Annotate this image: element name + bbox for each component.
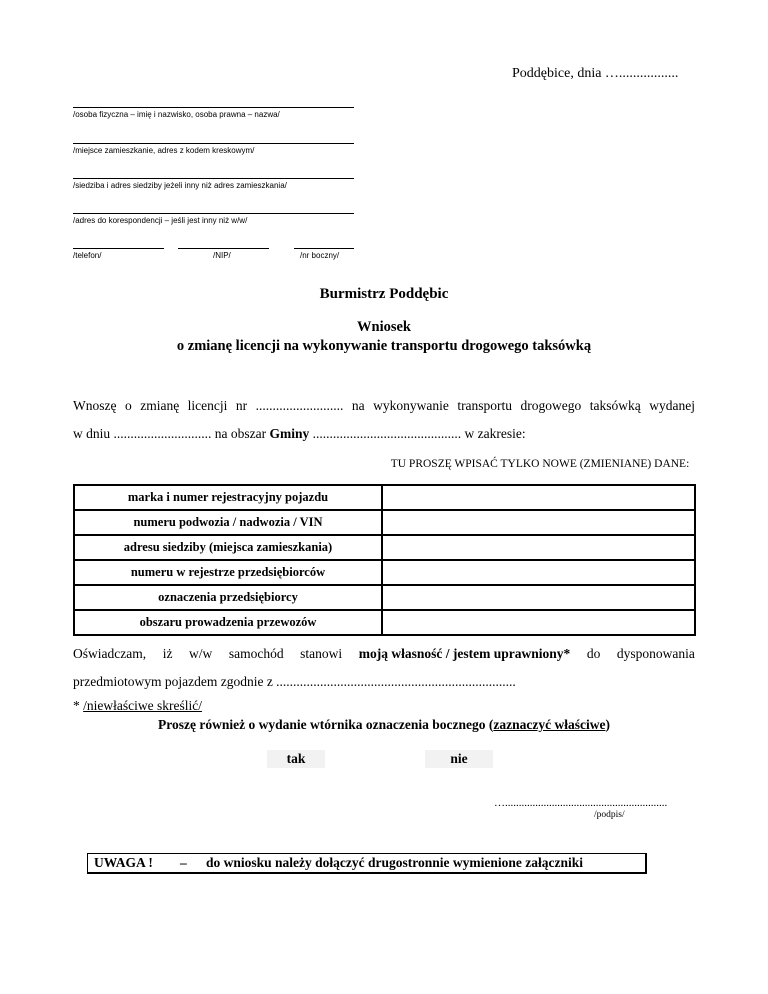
correspondence-field-label: /adres do korespondencji – jeśli jest inny niż w/w/ <box>73 216 248 225</box>
closing-paren: ) <box>605 717 610 732</box>
side-number-field-line[interactable] <box>294 248 354 249</box>
changes-row-label: numeru podwozia / nadwozia / VIN <box>74 510 382 535</box>
statement-footnote <box>73 696 695 716</box>
phone-field-line[interactable] <box>73 248 164 249</box>
document-title-line1: Wniosek <box>357 319 411 335</box>
residence-field-label: /miejsce zamieszkanie, adres z kodem kreskowym/ <box>73 146 255 155</box>
changes-row-label: marka i numer rejestracyjny pojazdu <box>74 485 382 510</box>
notice-dash: – <box>180 855 187 870</box>
changes-row-value[interactable] <box>382 585 695 610</box>
gmina-word: Gminy <box>269 426 310 441</box>
changes-row-value[interactable] <box>382 610 695 635</box>
changes-row-label: oznaczenia przedsiębiorcy <box>74 585 382 610</box>
changes-row <box>74 535 695 560</box>
changes-row <box>74 560 695 585</box>
changes-table <box>73 484 696 636</box>
word: iż <box>162 646 173 661</box>
changes-row-label: obszaru prowadzenia przewozów <box>74 610 382 635</box>
changes-row-value[interactable] <box>382 535 695 560</box>
word: stanowi <box>300 646 343 661</box>
duplicate-request <box>0 717 768 733</box>
duplicate-request-text: Proszę również o wydanie wtórnika oznaczenia bocznego ( <box>158 717 494 732</box>
signature-label: /podpis/ <box>594 810 625 820</box>
attachments-notice <box>87 853 647 874</box>
request-paragraph <box>73 392 695 448</box>
ownership-options[interactable]: moją własność / jestem uprawniony* <box>358 646 571 661</box>
signature-line[interactable]: …........................................................... <box>494 797 668 809</box>
notice-label: UWAGA ! <box>94 855 153 870</box>
statement-line-1 <box>73 640 695 668</box>
changes-row <box>74 585 695 610</box>
request-line-1 <box>73 392 695 420</box>
changes-row <box>74 510 695 535</box>
changes-row-value[interactable] <box>382 485 695 510</box>
word: wydanej <box>649 398 695 413</box>
word: transportu <box>457 398 513 413</box>
option-no[interactable]: nie <box>425 750 493 768</box>
request-line-2 <box>73 420 695 448</box>
choose-hint: zaznaczyć właściwe <box>493 717 606 732</box>
name-field-label: /osoba fizyczna – imię i nazwisko, osoba prawna – nazwa/ <box>73 110 280 119</box>
word: Oświadczam, <box>73 646 147 661</box>
area-blank[interactable]: ............................................ w zakresie: <box>309 426 526 441</box>
residence-field-line[interactable] <box>73 143 354 144</box>
word: drogowego <box>520 398 582 413</box>
changes-row-label: adresu siedziby (miejsca zamieszkania) <box>74 535 382 560</box>
word: zmianę <box>140 398 180 413</box>
correspondence-field-line[interactable] <box>73 213 354 214</box>
word: taksówką <box>589 398 641 413</box>
new-data-instruction: TU PROSZĘ WPISAĆ TYLKO NOWE (ZMIENIANE) DANE: <box>390 458 690 470</box>
statement-line-2[interactable]: przedmiotowym pojazdem zgodnie z ....................................................................... <box>73 674 516 689</box>
footnote-star: * <box>73 698 84 713</box>
license-number-blank[interactable]: .......................... <box>255 398 344 413</box>
word: nr <box>235 398 248 413</box>
place-date: Poddębice, dnia …................. <box>512 66 679 81</box>
word: na <box>351 398 365 413</box>
word: samochód <box>228 646 284 661</box>
ownership-statement <box>73 640 695 716</box>
nip-field-line[interactable] <box>178 248 269 249</box>
changes-row-value[interactable] <box>382 560 695 585</box>
changes-row-label: numeru w rejestrze przedsiębiorców <box>74 560 382 585</box>
document-title <box>0 318 768 356</box>
changes-row-value[interactable] <box>382 510 695 535</box>
phone-field-label: /telefon/ <box>73 251 102 260</box>
word: do <box>586 646 601 661</box>
notice-text: do wniosku należy dołączyć drugostronnie wymienione załączniki <box>206 855 584 870</box>
side-number-field-label: /nr boczny/ <box>300 251 340 260</box>
nip-field-label: /NIP/ <box>213 251 231 260</box>
footnote-text: /niewłaściwe skreślić/ <box>83 698 202 713</box>
word: dysponowania <box>616 646 695 661</box>
name-field-line[interactable] <box>73 107 354 108</box>
changes-row <box>74 485 695 510</box>
changes-row <box>74 610 695 635</box>
seat-field-label: /siedziba i adres siedziby jeżeli inny niż adres zamieszkania/ <box>73 181 287 190</box>
word: wykonywanie <box>373 398 449 413</box>
word: w/w <box>189 646 213 661</box>
word: Wnoszę <box>73 398 117 413</box>
option-yes[interactable]: tak <box>267 750 325 768</box>
document-title-line2: o zmianę licencji na wykonywanie transportu drogowego taksówką <box>176 338 592 354</box>
seat-field-line[interactable] <box>73 178 354 179</box>
word: licencji <box>187 398 228 413</box>
issue-date-text[interactable]: w dniu ............................. na obszar <box>73 426 270 441</box>
word: o <box>124 398 132 413</box>
authority-heading: Burmistrz Poddębic <box>319 286 449 302</box>
